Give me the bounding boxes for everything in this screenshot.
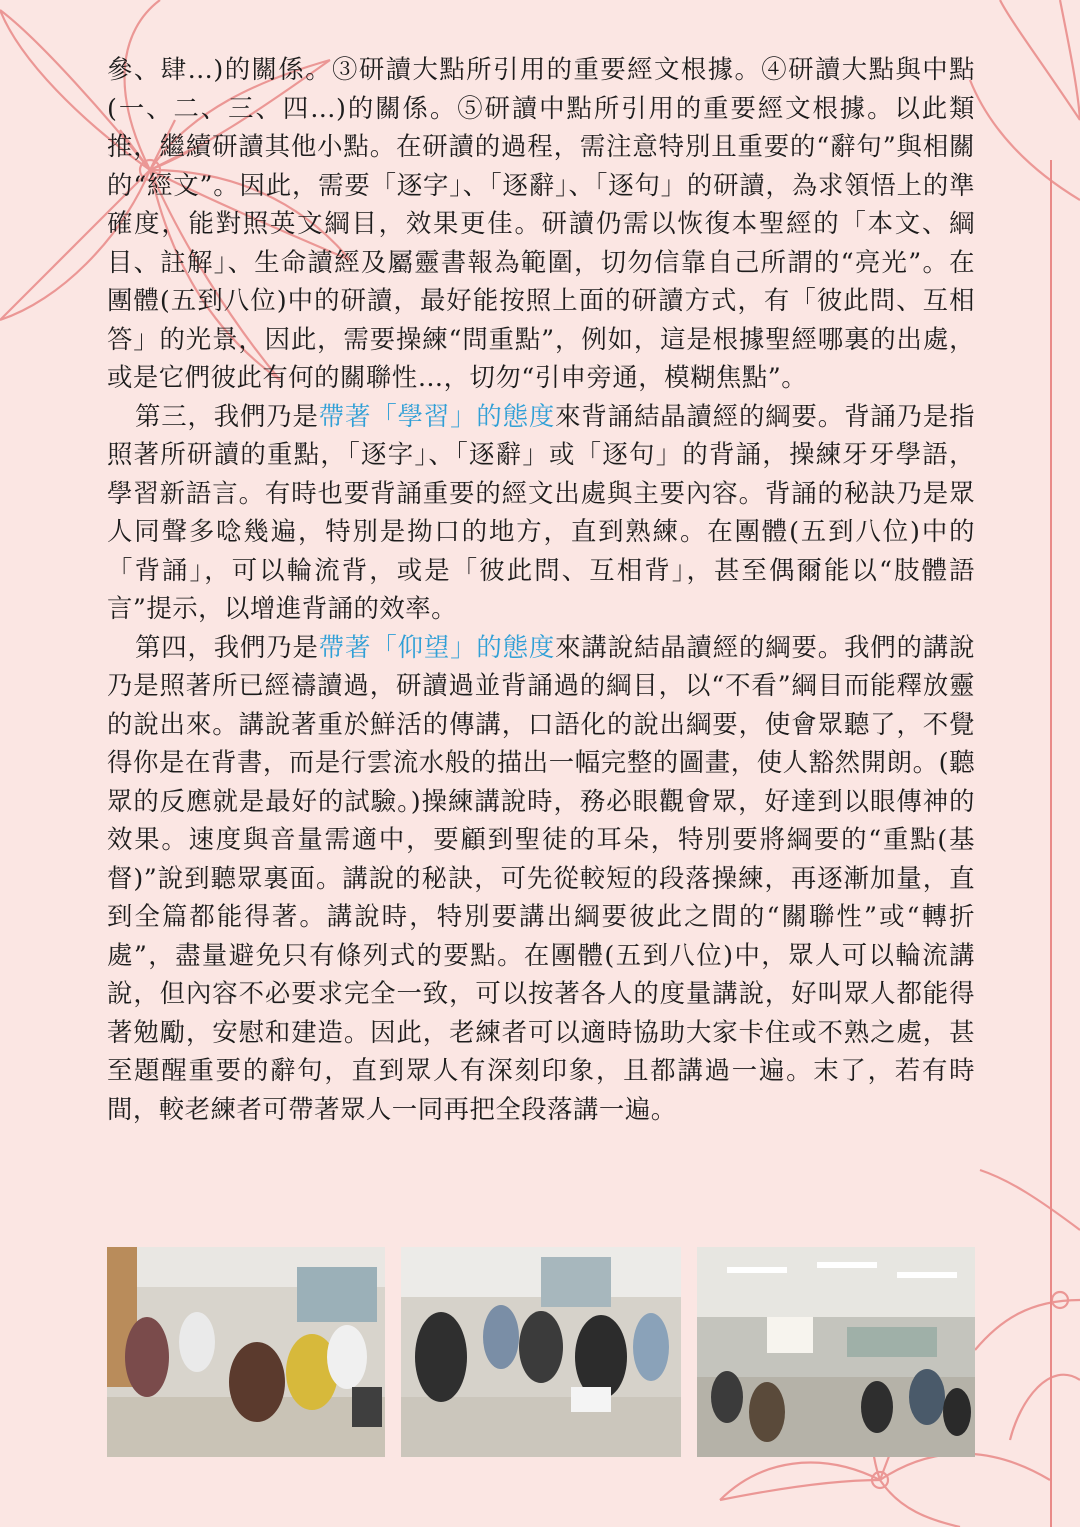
flower-right-icon — [975, 1170, 1080, 1440]
group-study-photo-1 — [107, 1247, 385, 1457]
article-body — [107, 50, 975, 1128]
paragraph-text: 第四，我們乃是 — [134, 631, 319, 662]
paragraph-text: 第三，我們乃是 — [134, 400, 319, 431]
paragraph-text: 參、肆…)的關係。③研讀大點所引用的重要經文根據。④研讀大點與中點(一、二、三、四…)的關係。⑤研讀中點所引用的重要經文根據。以此類推，繼續研讀其他小點。在研讀的過程，需注意特別且重要的“辭句”與相關的“經文”。因此，需要「逐字」、「逐辭」、「逐句」的研讀，為求領悟上的準確度，能對照英文綱目，效果更佳。研讀仍需以恢復本聖經的「本文、綱目、註解」、生命讀經及屬靈書報為範圍，切勿信靠自己所謂的“亮光”。在團體(五到八位)中的研讀，最好能按照上面的研讀方式，有「彼此問、互相答」的光景，因此，需要操練“問重點”，例如，這是根據聖經哪裏的出處，或是它們彼此有何的關聯性…，切勿“引申旁通，模糊焦點”。 — [107, 54, 975, 392]
highlighted-phrase: 帶著「學習」的態度 — [318, 400, 556, 431]
paragraph — [107, 397, 975, 628]
meeting-hall-photo-3 — [697, 1247, 975, 1457]
paragraph-text: 來講說結晶讀經的綱要。我們的講說乃是照著所已經禱讀過，研讀過並背誦過的綱目，以“不看”綱目而能釋放靈的說出來。講說著重於鮮活的傳講，口語化的說出綱要，使會眾聽了，不覺得你是在背書，而是行雲流水般的描出一幅完整的圖畫，使人豁然開朗。(聽眾的反應就是最好的試驗。)操練講說時，務必眼觀會眾，好達到以眼傳神的效果。速度與音量需適中，要顧到聖徒的耳朵，特別要將綱要的“重點(基督)”說到聽眾裏面。講說的秘訣，可先從較短的段落操練，再逐漸加量，直到全篇都能得著。講說時，特別要講出綱要彼此之間的“關聯性”或“轉折處”，盡量避免只有條列式的要點。在團體(五到八位)中，眾人可以輪流講說，但內容不必要求完全一致，可以按著各人的度量講說，好叫眾人都能得著勉勵，安慰和建造。因此，老練者可以適時協助大家卡住或不熟之處，甚至題醒重要的辭句，直到眾人有深刻印象，且都講過一遍。末了，若有時間，較老練者可帶著眾人一同再把全段落講一遍。 — [107, 631, 976, 1124]
leaf-top-right-icon — [970, 0, 1080, 200]
decorative-vertical-line — [1050, 160, 1052, 1527]
group-study-photo-2 — [401, 1247, 681, 1457]
photo-row — [107, 1247, 975, 1457]
highlighted-phrase: 帶著「仰望」的態度 — [318, 631, 556, 662]
paragraph — [107, 628, 975, 1129]
paragraph — [107, 50, 975, 397]
paragraph-text: 來背誦結晶讀經的綱要。背誦乃是指照著所研讀的重點，「逐字」、「逐辭」或「逐句」的背誦，操練牙牙學語，學習新語言。有時也要背誦重要的經文出處與主要內容。背誦的秘訣乃是眾人同聲多唸幾遍，特別是拗口的地方，直到熟練。在團體(五到八位)中的「背誦」，可以輪流背，或是「彼此問、互相背」，甚至偶爾能以“肢體語言”提示，以增進背誦的效率。 — [107, 400, 976, 623]
